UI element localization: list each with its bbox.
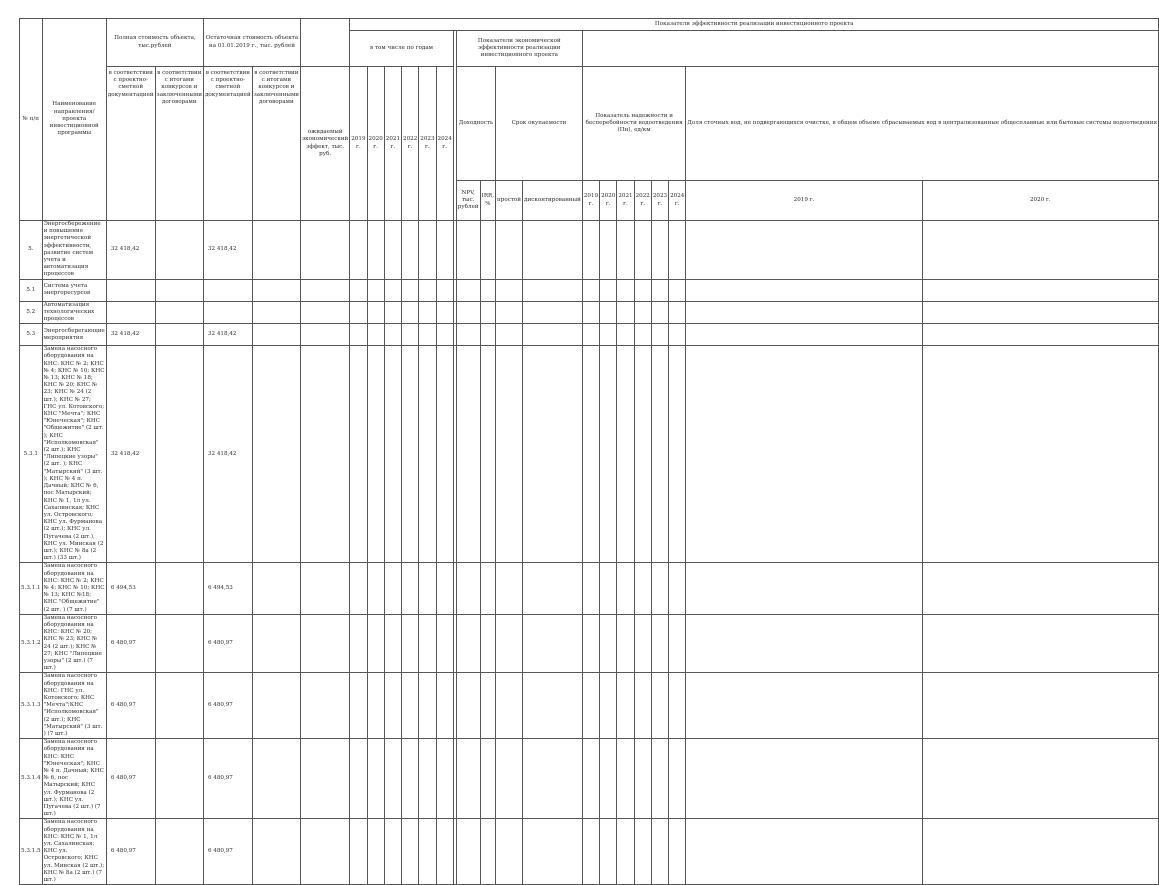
header-wastewater-share: Доля сточных вод, не подвергающихся очистке, в общем объеме сбрасываемых вод в централизованные общесплавные или бытовые системы водоотведения bbox=[686, 67, 1159, 181]
row-empty-cell bbox=[480, 346, 495, 563]
row-empty-cell bbox=[480, 563, 495, 614]
row-empty-cell bbox=[252, 614, 300, 673]
row-empty-cell bbox=[402, 221, 419, 280]
row-empty-cell bbox=[922, 279, 1158, 301]
row-empty-cell bbox=[384, 346, 401, 563]
row-name: Замена насосного оборудования на КНС: ГНС ул. Котовского; КНС "Мечта";КНС "Исполкомовская" (2 шт.); КНС "Матырский" (3 шт. ) (7 шт.) bbox=[42, 673, 106, 739]
header-rel-2019: 2019 г. bbox=[582, 181, 599, 221]
row-empty-cell bbox=[350, 673, 367, 739]
row-empty-cell bbox=[350, 819, 367, 885]
header-rel-2023: 2023 г. bbox=[651, 181, 668, 221]
row-empty-cell bbox=[922, 614, 1158, 673]
row-number: 5. bbox=[20, 221, 43, 280]
row-empty-cell bbox=[419, 324, 436, 346]
row-number: 5.2 bbox=[20, 301, 43, 324]
header-econ-efficiency: Показатели экономической эффективности реализации инвестиционного проекта bbox=[456, 31, 582, 67]
row-empty-cell bbox=[436, 221, 453, 280]
row-empty-cell bbox=[669, 279, 686, 301]
row-residual-cost: 32 418,42 bbox=[203, 324, 252, 346]
row-number: 5.3.1.4 bbox=[20, 739, 43, 819]
row-empty-cell bbox=[456, 739, 480, 819]
header-reliability: Показатель надежности и бесперебойности водоотведения (Пн), ед/км bbox=[582, 67, 686, 181]
header-payback: Срок окупаемости bbox=[496, 67, 583, 181]
row-residual-cost: 6 480,97 bbox=[203, 739, 252, 819]
row-empty-cell bbox=[252, 279, 300, 301]
header-year-2023: 2023 г. bbox=[419, 67, 436, 221]
row-empty-cell bbox=[301, 563, 350, 614]
row-empty-cell bbox=[480, 673, 495, 739]
row-empty-cell bbox=[496, 301, 523, 324]
table-row bbox=[20, 819, 1159, 885]
row-empty-cell bbox=[617, 346, 634, 563]
row-empty-cell bbox=[301, 221, 350, 280]
row-empty-cell bbox=[600, 563, 617, 614]
row-empty-cell bbox=[301, 614, 350, 673]
header-profitability: Доходность bbox=[456, 67, 495, 181]
header-npv: NPV, тыс. рублей bbox=[456, 181, 480, 221]
row-empty-cell bbox=[456, 819, 480, 885]
row-empty-cell bbox=[419, 673, 436, 739]
row-empty-cell bbox=[402, 346, 419, 563]
row-empty-cell bbox=[301, 324, 350, 346]
row-empty-cell bbox=[651, 346, 668, 563]
header-year-2019: 2019 г. bbox=[350, 67, 367, 221]
row-empty-cell bbox=[686, 279, 922, 301]
row-empty-cell bbox=[350, 279, 367, 301]
header-share-2019: 2019 г. bbox=[686, 181, 922, 221]
row-empty-cell bbox=[634, 739, 651, 819]
row-empty-cell bbox=[617, 739, 634, 819]
table-row bbox=[20, 301, 1159, 324]
row-empty-cell bbox=[367, 819, 384, 885]
header-by-years: в том числе по годам bbox=[350, 31, 454, 67]
row-empty-cell bbox=[436, 563, 453, 614]
row-number: 5.3.1.2 bbox=[20, 614, 43, 673]
row-residual-cost: 6 494,53 bbox=[203, 563, 252, 614]
row-empty-cell bbox=[436, 673, 453, 739]
row-empty-cell bbox=[617, 301, 634, 324]
row-empty-cell bbox=[456, 614, 480, 673]
header-share-2020: 2020 г. bbox=[922, 181, 1158, 221]
row-empty-cell bbox=[384, 301, 401, 324]
table-row bbox=[20, 673, 1159, 739]
row-empty-cell bbox=[252, 739, 300, 819]
row-empty-cell bbox=[419, 819, 436, 885]
row-empty-cell bbox=[922, 301, 1158, 324]
row-empty-cell bbox=[582, 301, 599, 324]
row-empty-cell bbox=[634, 346, 651, 563]
row-empty-cell bbox=[350, 614, 367, 673]
header-rel-2022: 2022 г. bbox=[634, 181, 651, 221]
row-name: Энергосберегающие мероприятия bbox=[42, 324, 106, 346]
row-empty-cell bbox=[651, 301, 668, 324]
row-empty-cell bbox=[402, 324, 419, 346]
row-empty-cell bbox=[436, 346, 453, 563]
row-empty-cell bbox=[496, 221, 523, 280]
row-empty-cell bbox=[350, 324, 367, 346]
row-name: Замена насосного оборудования на КНС: КНС № 1, 1л ул. Сахалинская; КНС ул. Островского; КНС ул. Минская (2 шт.); КНС № 8а (2 шт.) (7 шт.) bbox=[42, 819, 106, 885]
row-full-cost-contracts bbox=[155, 673, 203, 739]
row-name: Замена насосного оборудования на КНС: КНС № 2; КНС № 4; КНС № 10; КНС № 13; КНС №18; КНС "Общежитие" (2 шт. ) (7 шт.) bbox=[43, 563, 105, 613]
row-empty-cell bbox=[436, 279, 453, 301]
row-empty-cell bbox=[402, 614, 419, 673]
row-empty-cell bbox=[402, 301, 419, 324]
row-empty-cell bbox=[367, 324, 384, 346]
row-full-cost-contracts bbox=[155, 739, 203, 819]
header-name: Наименование направления/ проекта инвестиционной программы bbox=[42, 19, 106, 221]
row-number: 5.3.1.1 bbox=[20, 563, 43, 614]
row-empty-cell bbox=[367, 279, 384, 301]
row-full-cost: 6 480,97 bbox=[106, 673, 155, 739]
row-empty-cell bbox=[480, 739, 495, 819]
header-year-2021: 2021 г. bbox=[384, 67, 401, 221]
row-empty-cell bbox=[301, 673, 350, 739]
row-empty-cell bbox=[402, 739, 419, 819]
row-empty-cell bbox=[600, 324, 617, 346]
row-empty-cell bbox=[384, 221, 401, 280]
row-empty-cell bbox=[252, 346, 300, 563]
header-full-cost-contracts: в соответствии с итогами конкурсов и заключенными договорами bbox=[155, 67, 203, 221]
row-empty-cell bbox=[419, 301, 436, 324]
header-expected-effect: ожидаемый экономический эффект, тыс. руб. bbox=[301, 67, 350, 221]
row-empty-cell bbox=[651, 819, 668, 885]
row-empty-cell bbox=[350, 221, 367, 280]
row-empty-cell bbox=[922, 221, 1158, 280]
header-residual-cost: Остаточная стоимость объекта на 01.01.2019 г., тыс. рублей bbox=[203, 19, 300, 67]
row-empty-cell bbox=[600, 301, 617, 324]
row-empty-cell bbox=[496, 324, 523, 346]
row-empty-cell bbox=[686, 563, 922, 614]
row-empty-cell bbox=[384, 614, 401, 673]
row-empty-cell bbox=[600, 221, 617, 280]
row-empty-cell bbox=[252, 819, 300, 885]
row-empty-cell bbox=[922, 346, 1158, 563]
row-empty-cell bbox=[367, 614, 384, 673]
row-empty-cell bbox=[582, 221, 599, 280]
row-number: 5.3.1 bbox=[20, 346, 43, 563]
header-year-2022: 2022 г. bbox=[402, 67, 419, 221]
row-empty-cell bbox=[301, 346, 350, 563]
row-empty-cell bbox=[669, 819, 686, 885]
row-empty-cell bbox=[350, 301, 367, 324]
row-empty-cell bbox=[402, 673, 419, 739]
row-empty-cell bbox=[634, 819, 651, 885]
row-empty-cell bbox=[634, 563, 651, 614]
row-empty-cell bbox=[922, 563, 1158, 614]
row-full-cost: 32 418,42 bbox=[106, 324, 155, 346]
header-payback-discounted: дисконтированный bbox=[523, 181, 583, 221]
row-empty-cell bbox=[436, 739, 453, 819]
header-efficiency-indicators: Показатели эффективности реализации инвестиционного проекта bbox=[350, 19, 1159, 31]
row-empty-cell bbox=[686, 324, 922, 346]
table-row bbox=[20, 324, 1159, 346]
row-empty-cell bbox=[600, 739, 617, 819]
row-empty-cell bbox=[669, 324, 686, 346]
row-empty-cell bbox=[922, 739, 1158, 819]
row-empty-cell bbox=[686, 614, 922, 673]
row-empty-cell bbox=[480, 301, 495, 324]
row-empty-cell bbox=[367, 739, 384, 819]
table-row bbox=[20, 739, 1159, 819]
row-full-cost: 6 480,97 bbox=[106, 614, 155, 673]
row-empty-cell bbox=[350, 563, 367, 614]
row-residual-cost: 6 480,97 bbox=[203, 819, 252, 885]
row-empty-cell bbox=[686, 819, 922, 885]
row-full-cost-contracts bbox=[155, 279, 203, 301]
row-empty-cell bbox=[496, 614, 523, 673]
row-empty-cell bbox=[456, 346, 480, 563]
row-empty-cell bbox=[922, 673, 1158, 739]
row-full-cost: 6 480,97 bbox=[106, 819, 155, 885]
row-empty-cell bbox=[301, 819, 350, 885]
row-empty-cell bbox=[634, 673, 651, 739]
row-empty-cell bbox=[922, 324, 1158, 346]
row-empty-cell bbox=[582, 614, 599, 673]
row-empty-cell bbox=[402, 819, 419, 885]
row-empty-cell bbox=[523, 324, 583, 346]
row-empty-cell bbox=[922, 819, 1158, 885]
row-empty-cell bbox=[686, 301, 922, 324]
header-year-2024: 2024 г. bbox=[436, 67, 453, 221]
row-residual-cost bbox=[203, 279, 252, 301]
row-empty-cell bbox=[582, 563, 599, 614]
row-empty-cell bbox=[669, 301, 686, 324]
header-rel-2020: 2020 г. bbox=[600, 181, 617, 221]
header-no: № п/п bbox=[20, 19, 43, 221]
row-empty-cell bbox=[480, 614, 495, 673]
row-residual-cost: 32 418,42 bbox=[203, 346, 252, 563]
row-empty-cell bbox=[600, 279, 617, 301]
row-empty-cell bbox=[617, 673, 634, 739]
row-empty-cell bbox=[523, 563, 583, 614]
row-empty-cell bbox=[651, 221, 668, 280]
row-empty-cell bbox=[523, 221, 583, 280]
row-empty-cell bbox=[496, 346, 523, 563]
row-empty-cell bbox=[600, 673, 617, 739]
row-empty-cell bbox=[419, 739, 436, 819]
row-name: Автоматизация технологических процессов bbox=[42, 301, 106, 324]
row-empty-cell bbox=[350, 346, 367, 563]
row-empty-cell bbox=[669, 346, 686, 563]
row-empty-cell bbox=[252, 301, 300, 324]
row-empty-cell bbox=[367, 301, 384, 324]
row-number: 5.1 bbox=[20, 279, 43, 301]
row-empty-cell bbox=[582, 739, 599, 819]
row-empty-cell bbox=[436, 819, 453, 885]
row-empty-cell bbox=[252, 221, 300, 280]
row-empty-cell bbox=[617, 324, 634, 346]
table-row bbox=[20, 563, 1159, 614]
header-rel-2021: 2021 г. bbox=[617, 181, 634, 221]
row-empty-cell bbox=[651, 324, 668, 346]
row-empty-cell bbox=[617, 279, 634, 301]
row-empty-cell bbox=[419, 614, 436, 673]
row-residual-cost bbox=[203, 301, 252, 324]
row-empty-cell bbox=[419, 563, 436, 614]
header-residual-psd: в соответствии с проектно-сметной документацией bbox=[203, 67, 252, 221]
row-empty-cell bbox=[669, 614, 686, 673]
row-full-cost-contracts bbox=[155, 301, 203, 324]
row-empty-cell bbox=[436, 614, 453, 673]
header-full-cost: Полная стоимость объекта, тыс.рублей bbox=[106, 19, 203, 67]
row-full-cost-contracts bbox=[155, 614, 203, 673]
row-empty-cell bbox=[402, 563, 419, 614]
row-full-cost-contracts bbox=[155, 324, 203, 346]
row-empty-cell bbox=[480, 221, 495, 280]
row-empty-cell bbox=[651, 673, 668, 739]
row-full-cost: 6 494,53 bbox=[106, 563, 155, 614]
row-empty-cell bbox=[523, 739, 583, 819]
row-empty-cell bbox=[582, 346, 599, 563]
row-empty-cell bbox=[301, 279, 350, 301]
row-full-cost: 6 480,97 bbox=[106, 739, 155, 819]
row-empty-cell bbox=[456, 301, 480, 324]
row-empty-cell bbox=[634, 279, 651, 301]
header-year-2020: 2020 г. bbox=[367, 67, 384, 221]
row-empty-cell bbox=[686, 673, 922, 739]
row-name: Система учета энергоресурсов bbox=[42, 279, 106, 301]
row-empty-cell bbox=[384, 673, 401, 739]
row-empty-cell bbox=[252, 673, 300, 739]
row-full-cost-contracts bbox=[155, 563, 203, 614]
row-empty-cell bbox=[496, 563, 523, 614]
table-row bbox=[20, 346, 1159, 563]
row-empty-cell bbox=[456, 563, 480, 614]
row-empty-cell bbox=[523, 279, 583, 301]
row-empty-cell bbox=[384, 819, 401, 885]
row-empty-cell bbox=[582, 819, 599, 885]
row-name: Энергосбережение и повышение энергетической эффективности, развитие систем учета и автоматизация процессов bbox=[42, 221, 106, 280]
row-empty-cell bbox=[384, 279, 401, 301]
row-empty-cell bbox=[634, 324, 651, 346]
row-empty-cell bbox=[456, 279, 480, 301]
row-full-cost bbox=[106, 301, 155, 324]
row-empty-cell bbox=[496, 673, 523, 739]
row-empty-cell bbox=[582, 279, 599, 301]
row-empty-cell bbox=[496, 739, 523, 819]
row-empty-cell bbox=[669, 221, 686, 280]
row-empty-cell bbox=[384, 739, 401, 819]
row-empty-cell bbox=[301, 301, 350, 324]
row-empty-cell bbox=[367, 563, 384, 614]
row-empty-cell bbox=[651, 614, 668, 673]
row-empty-cell bbox=[384, 563, 401, 614]
row-empty-cell bbox=[617, 819, 634, 885]
row-empty-cell bbox=[480, 279, 495, 301]
row-empty-cell bbox=[600, 819, 617, 885]
row-name: Замена насосного оборудования на КНС: КНС "Юнеческая"; КНС № 4 п. Дачный; КНС № 6, пос Матырский; КНС ул. Фурманова (2 шт.); КНС ул. Пугачева (2 шт.) (7 шт.) bbox=[42, 739, 106, 819]
row-name: Замена насосного оборудования на КНС: КНС № 20; КНС № 23; КНС № 24 (2 шт.); КНС № 27; КНС "Липецкие узоры" (2 шт.) (7 шт.) bbox=[42, 614, 106, 673]
row-empty-cell bbox=[669, 673, 686, 739]
row-number: 5.3.1.3 bbox=[20, 673, 43, 739]
row-empty-cell bbox=[480, 819, 495, 885]
row-empty-cell bbox=[419, 346, 436, 563]
row-empty-cell bbox=[367, 221, 384, 280]
row-empty-cell bbox=[600, 614, 617, 673]
row-empty-cell bbox=[686, 346, 922, 563]
row-empty-cell bbox=[651, 739, 668, 819]
row-full-cost: 32 418,42 bbox=[106, 346, 155, 563]
row-empty-cell bbox=[419, 279, 436, 301]
row-empty-cell bbox=[686, 739, 922, 819]
row-empty-cell bbox=[436, 301, 453, 324]
row-empty-cell bbox=[367, 673, 384, 739]
row-full-cost-contracts bbox=[155, 819, 203, 885]
row-empty-cell bbox=[496, 819, 523, 885]
row-empty-cell bbox=[523, 301, 583, 324]
row-empty-cell bbox=[252, 324, 300, 346]
row-full-cost-contracts bbox=[155, 221, 203, 280]
row-empty-cell bbox=[523, 346, 583, 563]
row-empty-cell bbox=[496, 279, 523, 301]
row-empty-cell bbox=[634, 614, 651, 673]
row-empty-cell bbox=[634, 301, 651, 324]
row-full-cost bbox=[106, 279, 155, 301]
row-empty-cell bbox=[617, 563, 634, 614]
row-empty-cell bbox=[301, 739, 350, 819]
table-row bbox=[20, 279, 1159, 301]
row-name: Замена насосного оборудования на КНС: КНС № 2; КНС № 4; КНС № 10; КНС № 13; КНС № 18; КНС № 20; КНС № 23; КНС № 24 (2 шт.); КНС № 27; ГНС ул. Котовского; КНС "Мечта"; КНС "Юнеческая"; КНС "Общежитие" (2 шт. ); КНС "Исполкомовская" (2 шт.); КНС "Липецкие узоры" (2 шт. ); КНС "Матырский" (3 шт. ); КНС № 4 п. Дачный; КНС № 6, пос Матырский; КНС № 1, 1л ул. Сахалинская; КНС ул. Островского; КНС ул. Фурманова (2 шт.); КНС ул. Пугачева (2 шт.), КНС ул. Минская (2 шт.); КНС № 8а (2 шт.) (33 шт.) bbox=[43, 346, 105, 562]
row-empty-cell bbox=[480, 324, 495, 346]
row-empty-cell bbox=[617, 221, 634, 280]
header-full-cost-psd: в соответствии с проектно-сметной документацией bbox=[106, 67, 155, 221]
row-residual-cost: 6 480,97 bbox=[203, 673, 252, 739]
row-number: 5.3.1.5 bbox=[20, 819, 43, 885]
row-empty-cell bbox=[367, 346, 384, 563]
row-empty-cell bbox=[252, 563, 300, 614]
header-payback-simple: простой bbox=[496, 181, 523, 221]
row-empty-cell bbox=[634, 221, 651, 280]
row-empty-cell bbox=[384, 324, 401, 346]
row-residual-cost: 32 418,42 bbox=[203, 221, 252, 280]
row-empty-cell bbox=[582, 673, 599, 739]
row-empty-cell bbox=[523, 819, 583, 885]
header-rel-2024: 2024 г. bbox=[669, 181, 686, 221]
header-irr: IRR, % bbox=[480, 181, 495, 221]
table-row bbox=[20, 221, 1159, 280]
row-empty-cell bbox=[582, 324, 599, 346]
row-number: 5.3 bbox=[20, 324, 43, 346]
row-full-cost-contracts bbox=[155, 346, 203, 563]
row-empty-cell bbox=[523, 614, 583, 673]
row-empty-cell bbox=[350, 739, 367, 819]
row-empty-cell bbox=[651, 563, 668, 614]
investment-program-table bbox=[19, 18, 1159, 885]
row-empty-cell bbox=[456, 324, 480, 346]
row-empty-cell bbox=[523, 673, 583, 739]
row-empty-cell bbox=[651, 279, 668, 301]
row-empty-cell bbox=[402, 279, 419, 301]
row-empty-cell bbox=[669, 563, 686, 614]
header-residual-contracts: в соответствии с итогами конкурсов и заключенными договорами bbox=[252, 67, 300, 221]
row-residual-cost: 6 480,97 bbox=[203, 614, 252, 673]
table-row bbox=[20, 614, 1159, 673]
row-empty-cell bbox=[456, 673, 480, 739]
row-empty-cell bbox=[456, 221, 480, 280]
row-empty-cell bbox=[686, 221, 922, 280]
row-empty-cell bbox=[617, 614, 634, 673]
row-empty-cell bbox=[669, 739, 686, 819]
row-full-cost: 32 418,42 bbox=[106, 221, 155, 280]
row-empty-cell bbox=[600, 346, 617, 563]
row-empty-cell bbox=[436, 324, 453, 346]
row-empty-cell bbox=[419, 221, 436, 280]
